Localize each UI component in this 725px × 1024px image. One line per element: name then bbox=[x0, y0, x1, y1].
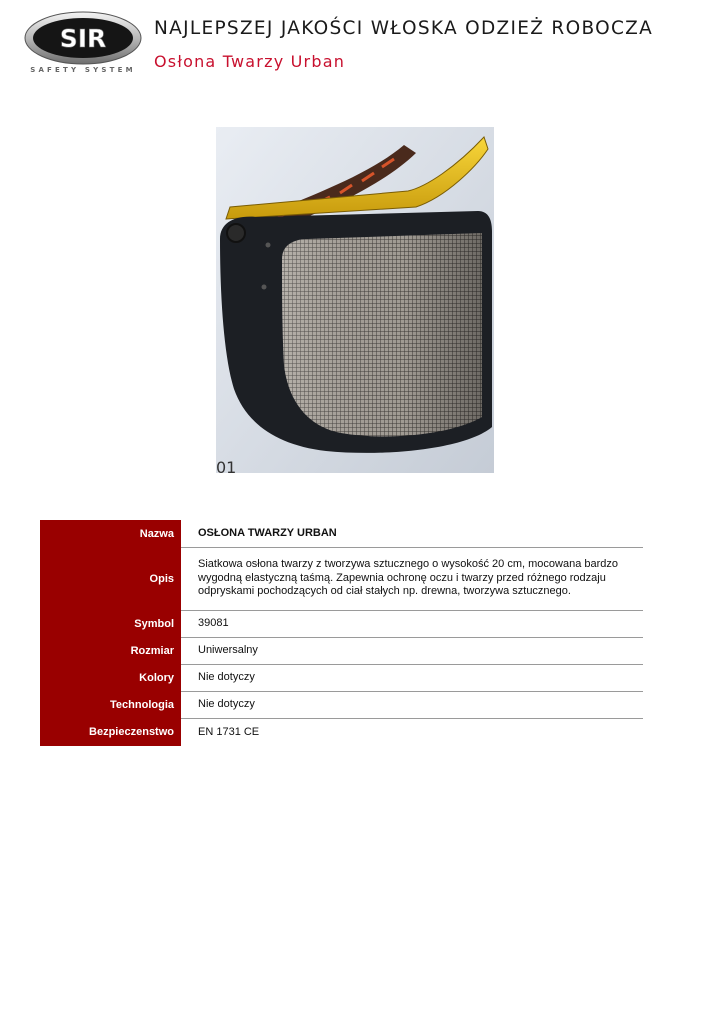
product-title: Osłona Twarzy Urban bbox=[154, 52, 346, 71]
spec-label: Rozmiar bbox=[40, 637, 181, 664]
spec-value: EN 1731 CE bbox=[198, 725, 260, 738]
product-specs-table bbox=[40, 520, 643, 746]
spec-value: Nie dotyczy bbox=[181, 691, 643, 718]
photo-corner-text: 01 bbox=[216, 458, 237, 473]
brand-logo bbox=[22, 8, 144, 74]
spec-label: Nazwa bbox=[40, 520, 181, 547]
page-title: NAJLEPSZEJ JAKOŚCI WŁOSKA ODZIEŻ ROBOCZA bbox=[154, 18, 654, 39]
spec-value: Uniwersalny bbox=[181, 637, 643, 664]
spec-value: OSŁONA TWARZY URBAN bbox=[181, 520, 643, 547]
spec-row-colors bbox=[40, 664, 643, 691]
spec-row-symbol bbox=[40, 610, 643, 637]
spec-label: Bezpieczenstwo bbox=[40, 718, 181, 746]
logo-tagline: SAFETY SYSTEM bbox=[30, 66, 136, 74]
spec-value: Siatkowa osłona twarzy z tworzywa sztucznego o wysokość 20 cm, mocowana bardzo wygodną elastyczną taśmą. Zapewnia ochronę oczu i twarzy przed różnego rodzaju odpryskami pochodzących od ciał stałych np. drewna, tworzywa sztucznego. bbox=[181, 547, 643, 610]
spec-value: Nie dotyczy bbox=[181, 664, 643, 691]
spec-row-description bbox=[40, 547, 643, 610]
spec-value: 39081 bbox=[181, 610, 643, 637]
mesh-face-shield-icon bbox=[216, 127, 494, 473]
spec-row-technology bbox=[40, 691, 643, 718]
spec-label: Opis bbox=[40, 547, 181, 610]
logo-text: SIR bbox=[59, 24, 107, 53]
spec-label: Symbol bbox=[40, 610, 181, 637]
spec-row-size bbox=[40, 637, 643, 664]
spec-row-safety bbox=[40, 718, 643, 746]
spec-row-name bbox=[40, 520, 643, 547]
product-photo bbox=[216, 127, 494, 473]
sir-logo-icon bbox=[22, 8, 144, 66]
spec-label: Kolory bbox=[40, 664, 181, 691]
spec-label: Technologia bbox=[40, 691, 181, 718]
